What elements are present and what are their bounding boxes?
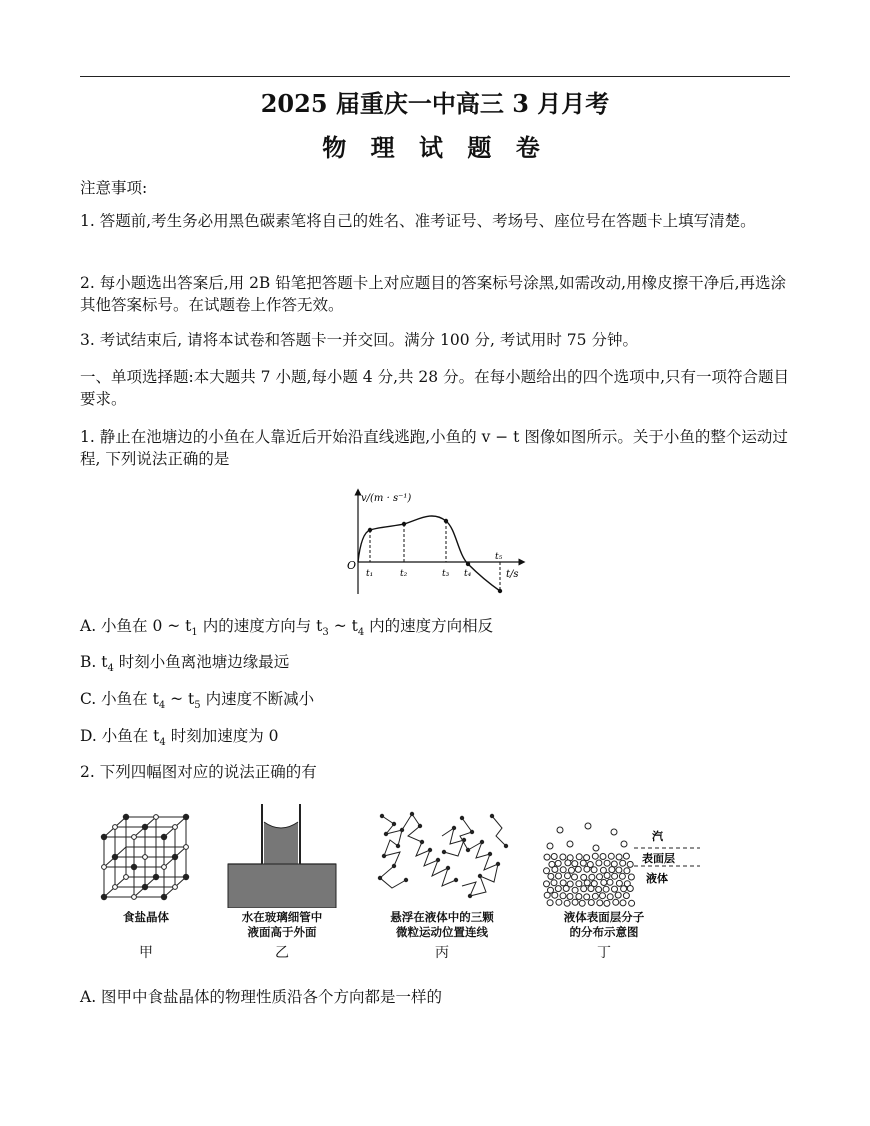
fig-ding-mark: 丁 xyxy=(597,945,611,961)
liquid-molecule xyxy=(623,893,629,899)
exam-title: 2025 届重庆一中高三 3 月月考 xyxy=(260,89,610,118)
liquid-molecule xyxy=(572,861,578,867)
liquid-molecule xyxy=(616,880,622,886)
liquid-molecule xyxy=(612,873,618,879)
liquid-molecule xyxy=(619,873,625,879)
liquid-molecule xyxy=(544,892,550,898)
liquid-molecule xyxy=(572,887,578,893)
brownian-motion-figure xyxy=(372,806,512,906)
liquid-molecule xyxy=(588,886,594,892)
liquid-molecule xyxy=(552,867,558,873)
velocity-curve xyxy=(358,516,500,591)
liquid-molecule xyxy=(575,866,581,872)
v-axis-label: v/(m · s⁻¹) xyxy=(361,493,412,504)
q1-option-c: C. 小鱼在 $t_4$ ~ $t_5$ 内速度不断减小 xyxy=(80,690,315,712)
fig-yi-mark: 乙 xyxy=(275,945,289,961)
liquid-molecule xyxy=(600,893,606,899)
liquid-molecule xyxy=(588,900,594,906)
liquid-molecule xyxy=(565,860,571,866)
liquid-molecule xyxy=(569,867,575,873)
liquid-molecule xyxy=(565,873,571,879)
liquid-molecule xyxy=(547,900,553,906)
liquid-molecule xyxy=(555,860,561,866)
liquid-molecule xyxy=(551,854,557,860)
q2-stem: 2. 下列四幅图对应的说法正确的有 xyxy=(80,763,317,781)
liquid-molecule xyxy=(556,873,562,879)
liquid-molecule xyxy=(620,860,626,866)
liquid-molecule xyxy=(564,900,570,906)
liquid-molecule xyxy=(629,900,635,906)
q1-option-a: A. 小鱼在 0 ~ $t_1$ 内的速度方向与 $t_3$ ~ $t_4$ 内的速度方向相反 xyxy=(80,617,494,639)
fig-bing-mark: 丙 xyxy=(435,945,449,961)
point-t1 xyxy=(368,528,372,532)
liquid-molecule xyxy=(628,874,634,880)
liquid-molecule xyxy=(616,867,622,873)
q1-option-d: D. 小鱼在 $t_4$ 时刻加速度为 0 xyxy=(80,727,279,749)
liquid-molecule xyxy=(556,899,562,905)
liquid-molecule xyxy=(592,893,598,899)
q2-option-a: A. 图甲中食盐晶体的物理性质沿各个方向都是一样的 xyxy=(80,988,443,1006)
tick-t5: t₅ xyxy=(495,552,503,562)
liquid-molecule xyxy=(581,874,587,880)
note-item-3: 3. 考试结束后, 请将本试卷和答题卡一并交回。满分 100 分, 考试用时 75 分钟。 xyxy=(80,331,638,349)
fig-bing-caption: 悬浮在液体中的三颗 微粒运动位置连线 xyxy=(390,910,494,939)
liquid-molecule xyxy=(627,861,633,867)
vapor-label: 汽 xyxy=(652,830,663,843)
liquid-molecule xyxy=(592,853,598,859)
liquid-molecule xyxy=(597,900,603,906)
header-rule xyxy=(80,76,790,77)
liquid-molecule xyxy=(603,886,609,892)
point-t5 xyxy=(498,589,502,593)
note-item-1: 1. 答题前,考生务必用黑色碳素笔将自己的姓名、准考证号、考场号、座位号在答题卡上填写清楚。 xyxy=(80,212,756,230)
liquid-molecule xyxy=(544,868,550,874)
liquid-molecule xyxy=(597,874,603,880)
liquid-molecule xyxy=(551,880,557,886)
t-axis-label: t/s xyxy=(506,569,519,580)
liquid-molecule xyxy=(576,881,582,887)
fig-jia-mark: 甲 xyxy=(139,945,153,961)
point-t4 xyxy=(466,562,470,566)
liquid-molecule xyxy=(560,867,566,873)
point-t3 xyxy=(444,519,448,523)
liquid-molecule xyxy=(616,854,622,860)
liquid-molecule xyxy=(613,899,619,905)
liquid-molecule xyxy=(615,892,621,898)
liquid-molecule xyxy=(584,880,590,886)
liquid-molecule xyxy=(584,855,590,861)
liquid-molecule xyxy=(567,894,573,900)
liquid-molecule xyxy=(601,880,607,886)
capillary-figure xyxy=(226,804,338,908)
liquid-molecule xyxy=(608,853,614,859)
liquid-molecule xyxy=(580,860,586,866)
liquid-molecule xyxy=(584,894,590,900)
vt-graph xyxy=(340,484,530,602)
liquid-molecule xyxy=(611,861,617,867)
liquid-molecule xyxy=(563,886,569,892)
liquid-molecule xyxy=(620,900,626,906)
liquid-molecule xyxy=(555,886,561,892)
liquid-molecule xyxy=(548,873,554,879)
liquid-molecule xyxy=(581,886,587,892)
liquid-molecule xyxy=(604,873,610,879)
section1-heading: 一、单项选择题:本大题共 7 小题,每小题 4 分,共 28 分。在每小题给出的四个选项中,只有一项符合题目要求。 xyxy=(80,368,790,408)
tick-t2: t₂ xyxy=(400,569,408,579)
salt-crystal-figure xyxy=(96,812,196,907)
exam-subtitle: 物 理 试 题 卷 xyxy=(322,133,548,162)
fig-ding-caption: 液体表面层分子 的分布示意图 xyxy=(563,910,645,939)
point-t2 xyxy=(402,522,406,526)
liquid-molecule xyxy=(604,900,610,906)
liquid-molecule xyxy=(572,899,578,905)
tick-t1: t₁ xyxy=(366,569,374,579)
q1-stem: 1. 静止在池塘边的小鱼在人靠近后开始沿直线逃跑,小鱼的 v − t 图像如图所示。关于小鱼的整个运动过程, 下列说法正确的是 xyxy=(80,428,788,468)
liquid-label: 液体 xyxy=(646,872,668,885)
liquid-molecule xyxy=(624,868,630,874)
tick-t4: t₄ xyxy=(464,569,472,579)
liquid-molecule xyxy=(560,880,566,886)
fig-jia-caption: 食盐晶体 xyxy=(123,910,169,924)
liquid-molecule xyxy=(544,881,550,887)
liquid-molecule xyxy=(612,886,618,892)
liquid-molecule xyxy=(572,874,578,880)
liquid-molecule xyxy=(607,879,613,885)
liquid-molecule xyxy=(607,894,613,900)
liquid-molecule xyxy=(579,900,585,906)
note-item-2: 2. 每小题选出答案后,用 2B 铅笔把答题卡上对应题目的答案标号涂黑,如需改动,用橡皮擦干净后,再选涂其他答案标号。在试题卷上作答无效。 xyxy=(80,274,787,314)
liquid-molecule xyxy=(623,853,629,859)
liquid-molecule xyxy=(560,854,566,860)
liquid-molecule xyxy=(584,866,590,872)
liquid-molecule xyxy=(609,867,615,873)
liquid-molecule xyxy=(621,886,627,892)
liquid-molecule xyxy=(600,854,606,860)
liquid-molecule xyxy=(544,854,550,860)
liquid-molecule xyxy=(560,893,566,899)
surface-layer-label: 表面层 xyxy=(642,852,675,865)
liquid-molecule xyxy=(552,892,558,898)
liquid-molecule xyxy=(589,874,595,880)
liquid-molecule xyxy=(596,887,602,893)
origin-label: O xyxy=(347,559,357,572)
liquid-molecule xyxy=(576,854,582,860)
fig-yi-caption: 水在玻璃细管中 液面高于外面 xyxy=(241,910,323,939)
notes-heading: 注意事项: xyxy=(80,179,148,197)
q1-option-b: B. $t_4$ 时刻小鱼离池塘边缘最远 xyxy=(80,653,290,675)
liquid-molecule xyxy=(576,894,582,900)
liquid-molecule xyxy=(591,867,597,873)
liquid-molecule xyxy=(627,886,633,892)
surface-layer-figure xyxy=(540,822,700,908)
tick-t3: t₃ xyxy=(442,569,450,579)
liquid-molecule xyxy=(596,860,602,866)
liquid-molecule xyxy=(604,860,610,866)
